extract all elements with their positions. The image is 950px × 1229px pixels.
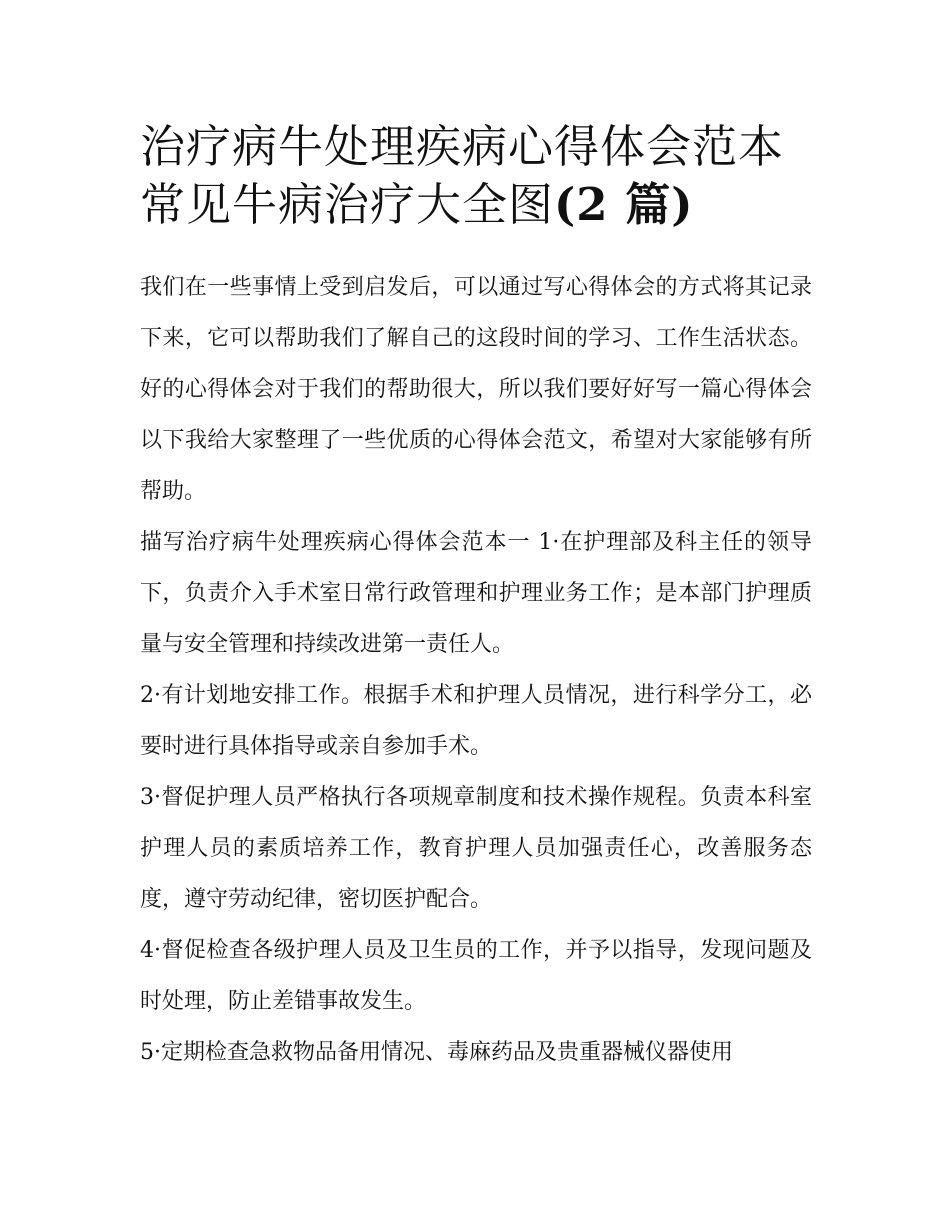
body-paragraph-2: 2·有计划地安排工作。根据手术和护理人员情况，进行科学分工，必要时进行具体指导或亲自参加手术。 [140, 683, 812, 759]
body-paragraph-1: 描写治疗病牛处理疾病心得体会范本一 1·在护理部及科主任的领导下，负责介入手术室日常行政管理和护理业务工作；是本部门护理质量与安全管理和持续改进第一责任人。 [140, 530, 812, 657]
body-paragraph-5: 5·定期检查急救物品备用情况、毒麻药品及贵重器械仪器使用 [140, 1040, 733, 1065]
document-title-main: 治疗病牛处理疾病心得体会范本 常见牛病治疗大全图 [140, 120, 785, 231]
intro-paragraph: 我们在一些事情上受到启发后，可以通过写心得体会的方式将其记录下来，它可以帮助我们了解自己的这段时间的学习、工作生活状态。好的心得体会对于我们的帮助很大，所以我们要好好写一篇心得体会以下我给大家整理了一些优质的心得体会范文，希望对大家能够有所帮助。 [140, 275, 812, 504]
body-paragraph-4: 4·督促检查各级护理人员及卫生员的工作，并予以指导，发现问题及时处理，防止差错事故发生。 [140, 938, 812, 1014]
body-paragraph-3: 3·督促护理人员严格执行各项规章制度和技术操作规程。负责本科室护理人员的素质培养工作，教育护理人员加强责任心，改善服务态度，遵守劳动纪律，密切医护配合。 [140, 785, 812, 912]
document-title-suffix: (2 篇) [554, 178, 694, 231]
document-title [140, 118, 812, 234]
document-page [140, 118, 812, 1078]
